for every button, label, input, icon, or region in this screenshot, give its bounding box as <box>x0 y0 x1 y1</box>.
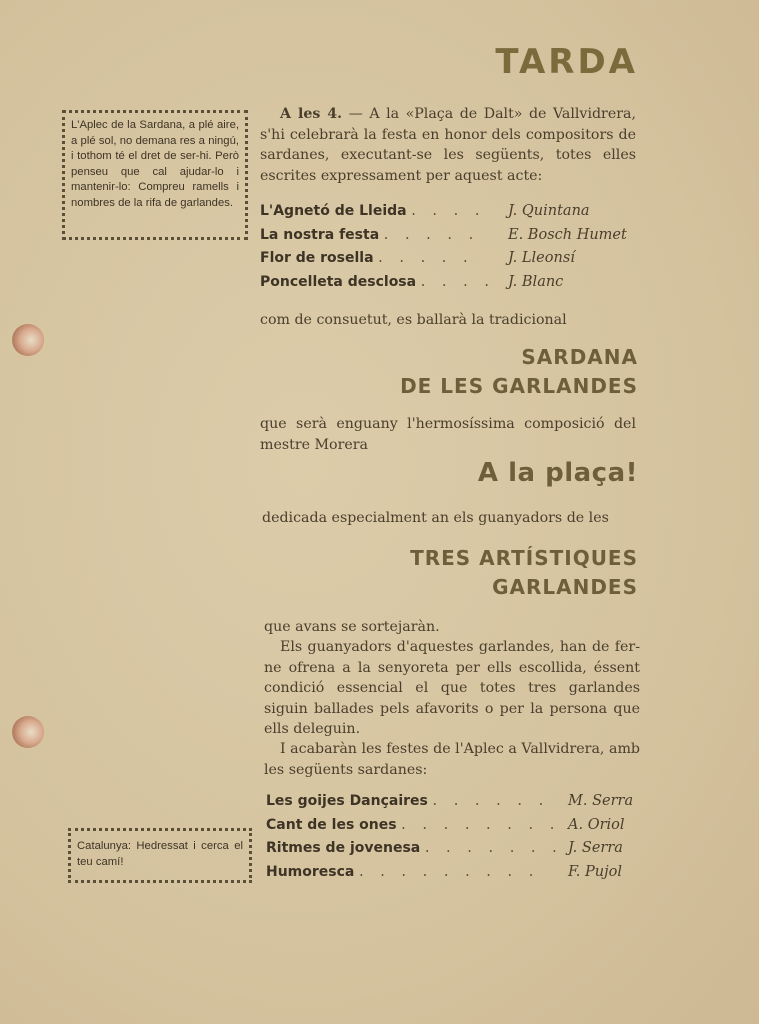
heading-garlandes-line1: TRES ARTÍSTIQUES <box>410 546 638 570</box>
list-item <box>260 247 640 271</box>
tradicional-line: com de consuetut, es ballarà la tradicional <box>260 312 567 328</box>
composer: A. Oriol <box>568 816 625 833</box>
dedicada-line: dedicada especialment an els guanyadors de les <box>262 510 609 526</box>
sardana-list-1 <box>260 200 640 294</box>
list-item <box>266 861 644 885</box>
composer: F. Pujol <box>568 863 622 880</box>
sardana-list-2 <box>266 790 644 884</box>
heading-sardana-line2: DE LES GARLANDES <box>400 374 638 398</box>
leader-dots: . . . . . <box>383 226 480 243</box>
sardana-title: Ritmes de jovenesa <box>266 840 421 856</box>
leader-dots: . . . . <box>411 203 486 219</box>
heading-sardana <box>300 343 638 401</box>
leader-dots: . . . . . . <box>432 793 550 809</box>
paragraph-garlandes: Els guanyadors d'aquestes garlandes, han de fer-ne ofrena a la senyoreta per ells escollida, éssent condició essencial el que totes tres garlandes siguin ballades pels afavorits o per la persona que ells deleguin. <box>264 639 640 737</box>
intro-lead: A les 4. <box>280 106 343 122</box>
heading-garlandes <box>300 544 638 602</box>
sardana-title: Les goijes Dançaires <box>266 793 428 809</box>
song-title: A la plaça! <box>477 458 638 488</box>
leader-dots: . . . . . . . <box>424 840 563 856</box>
leader-dots: . . . . . . . . <box>401 816 561 833</box>
composer: J. Serra <box>568 840 623 856</box>
list-item <box>266 814 644 838</box>
page-title: TARDA <box>495 42 638 82</box>
side-note-bottom <box>68 828 252 883</box>
sardana-title: Humoresca <box>266 863 355 880</box>
list-item <box>266 790 644 814</box>
list-item <box>266 837 644 861</box>
punch-hole-top <box>12 324 44 356</box>
composer: M. Serra <box>568 793 634 809</box>
composer: J. Blanc <box>508 273 564 290</box>
list-item <box>260 200 640 224</box>
sardana-title: Poncelleta desclosa <box>260 273 417 290</box>
paragraph-final: I acabaràn les festes de l'Aplec a Vallvidrera, amb les següents sardanes: <box>264 741 640 778</box>
leader-dots: . . . . <box>420 273 495 290</box>
sardana-title: L'Agnetó de Lleida <box>260 203 407 219</box>
intro-paragraph <box>260 104 636 186</box>
list-item <box>260 224 640 248</box>
sardana-title: Flor de rosella <box>260 250 374 266</box>
side-note-top <box>62 110 248 240</box>
composer: E. Bosch Humet <box>508 226 627 243</box>
leader-dots: . . . . . <box>378 250 474 266</box>
composer: J. Quintana <box>508 203 590 219</box>
side-note-top-text: L'Aplec de la Sardana, a plé aire, a plé sol, no demana res a ningú, i tothom té el dret de ser-hi. Però penseu que cal ajudar-lo i mantenir-lo: Compreu ramells i nombres de la rifa de garlandes. <box>71 119 239 209</box>
side-note-bottom-text: Catalunya: Hedressat i cerca el teu camí! <box>77 840 243 868</box>
punch-hole-bottom <box>12 716 44 748</box>
list-item <box>260 271 640 295</box>
sortejaran-line: que avans se sortejaràn. <box>264 619 440 635</box>
morera-paragraph: que serà enguany l'hermosíssima composició del mestre Morera <box>260 416 636 453</box>
heading-sardana-line1: SARDANA <box>521 345 638 369</box>
composer: J. Lleonsí <box>508 250 575 266</box>
intro-text: — A la «Plaça de Dalt» de Vallvidrera, s'hi celebrarà la festa en honor dels compositors de sardanes, executant-se les següents, totes elles escrites expressament per aquest acte: <box>260 106 636 184</box>
sardana-title: La nostra festa <box>260 226 380 243</box>
sardana-title: Cant de les ones <box>266 816 397 833</box>
leader-dots: . . . . . . . . . <box>358 863 540 880</box>
heading-garlandes-line2: GARLANDES <box>492 575 638 599</box>
